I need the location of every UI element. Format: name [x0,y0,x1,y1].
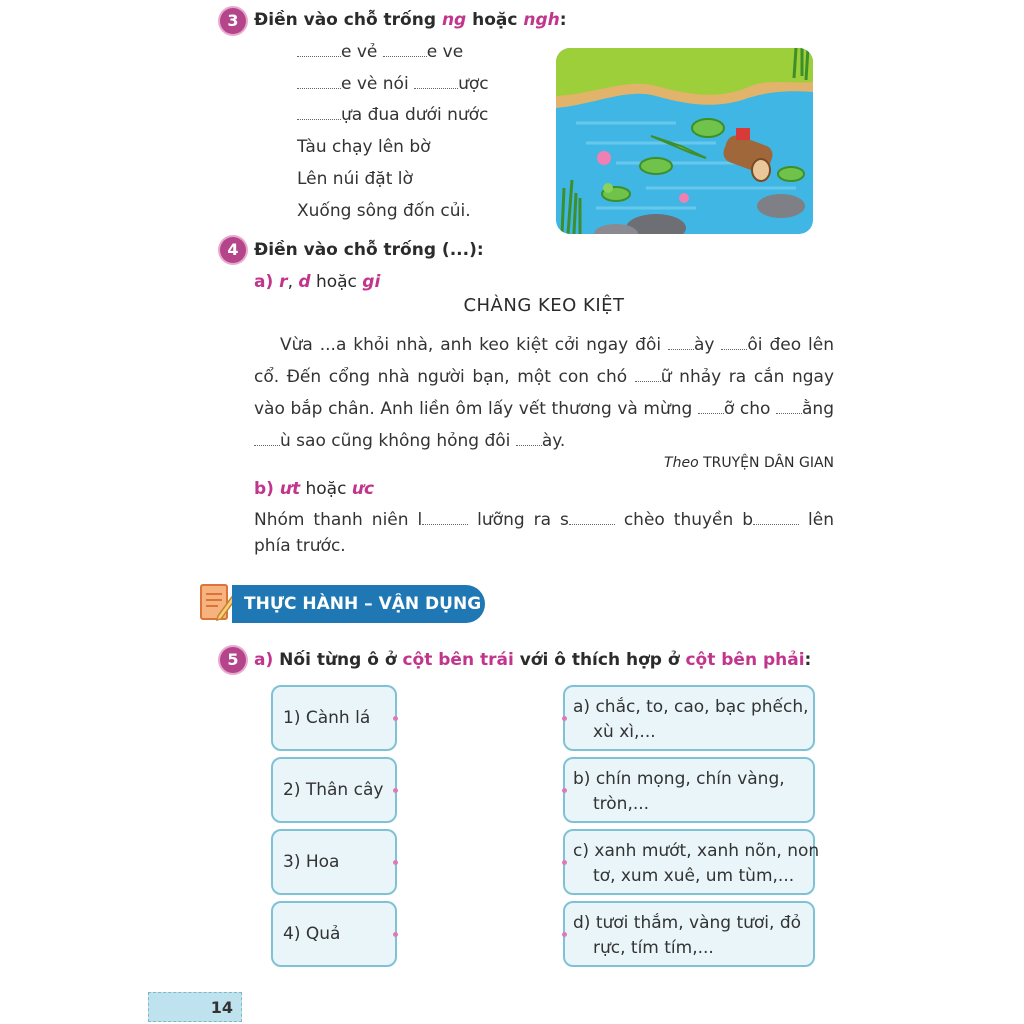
line-text: e ve [426,42,464,62]
story-title: CHÀNG KEO KIỆT [463,295,625,316]
colon: : [804,650,812,670]
blank[interactable] [516,433,542,446]
para-text: Vừa ...a khỏi nhà, anh keo kiệt cởi ngay đôi [280,335,668,355]
exercise-3-title [254,10,567,30]
connector-text: hoặc [466,10,524,30]
b-text: lưỡng ra s [468,510,569,530]
lotus-bud-icon [679,193,689,203]
connector-text: hoặc [300,479,352,499]
part-b: b) [254,479,280,499]
rock-icon [757,194,805,218]
line-text: e vẻ [341,42,383,62]
blank[interactable] [698,401,724,414]
lily-pad [692,119,724,137]
right-box-b[interactable] [563,757,815,823]
blank[interactable] [721,337,747,350]
connector-text: hoặc [310,272,363,292]
blank[interactable] [383,44,427,57]
lotus-flower-icon [597,151,611,165]
right-box-line: xù xì,... [593,722,656,742]
b-text: Nhóm thanh niên l [254,510,423,530]
ex4-part-a-label [254,272,380,292]
ex3-line-3 [297,105,488,125]
right-box-a[interactable] [563,685,815,751]
connector-dot[interactable] [562,860,567,865]
line-text: ược [458,74,489,94]
b-text: chèo thuyền b [614,510,754,530]
right-box-line: rực, tím tím,... [593,938,714,958]
para-text: ỡ cho [723,399,777,419]
blank[interactable] [668,337,694,350]
right-box-line: c) xanh mướt, xanh nõn, non [573,841,820,861]
option-uc: ưc [351,479,375,499]
connector-dot[interactable] [393,860,398,865]
connector-dot[interactable] [393,716,398,721]
connector-dot[interactable] [562,932,567,937]
exercise-5-badge: 5 [220,647,246,673]
title-text: Nối từng ô ở [279,650,403,670]
line-text: ựa đua dưới nước [341,105,489,125]
connector-dot[interactable] [562,788,567,793]
ex4-b-sentence-line2: phía trước. [254,536,346,556]
blank[interactable] [414,76,458,89]
practice-banner: THỰC HÀNH – VẬN DỤNG [232,585,485,623]
blank[interactable] [297,76,341,89]
para-text: ằng [802,399,834,419]
lily-pad [778,167,804,181]
right-box-line: tơ, xum xuê, um tùm,... [593,866,795,886]
blank[interactable] [569,512,615,525]
blank[interactable] [753,512,799,525]
left-column-ref: cột bên trái [402,650,514,670]
connector-dot[interactable] [562,716,567,721]
pond-illustration [556,48,813,234]
story-source [254,455,834,471]
blank[interactable] [422,512,468,525]
line-text: e vè nói [341,74,415,94]
para-text: ôi đeo lên cổ. Đến cổng nhà người bạn, một con chó [254,335,834,387]
option-ut: ưt [279,479,301,499]
ex3-line-2 [297,74,489,94]
para-text: ày [694,335,722,355]
right-box-line: tròn,... [593,794,650,814]
right-column-ref: cột bên phải [685,650,805,670]
page-number-box [148,992,242,1022]
blank[interactable] [297,44,341,57]
left-box-label: 1) Cành lá [283,708,371,728]
para-text: ù sao cũng không hỏng đôi [280,431,516,451]
left-box-label: 4) Quả [283,924,341,944]
source-theo: Theo [664,455,699,471]
blank[interactable] [776,401,802,414]
option-d: d [298,272,311,292]
exercise-3-badge: 3 [220,8,246,34]
ex3-line-6: Xuống sông đốn củi. [297,201,471,221]
left-box-3[interactable] [271,829,397,895]
ex4-part-b-label [254,479,374,499]
exercise-4-title: Điền vào chỗ trống (...): [254,240,484,260]
separator: , [287,272,299,292]
source-text: TRUYỆN DÂN GIAN [698,455,834,471]
colon: : [559,10,567,30]
para-text: ày. [541,431,566,451]
option-gi: gi [362,272,381,292]
right-box-c[interactable] [563,829,820,895]
option-ngh: ngh [523,10,560,30]
connector-dot[interactable] [393,788,398,793]
left-box-4[interactable] [271,901,397,967]
exercise-4-badge: 4 [220,237,246,263]
connector-dot[interactable] [393,932,398,937]
right-box-line: a) chắc, to, cao, bạc phếch, [573,697,809,717]
story-paragraph [254,329,834,457]
page-number: 14 [210,998,233,1017]
part-a: a) [254,650,280,670]
part-a: a) [254,272,280,292]
lily-pad [640,158,672,174]
exercise-3-title-text: Điền vào chỗ trống [254,10,442,30]
blank[interactable] [635,369,661,382]
para-text: ữ nhảy ra cắn ngay vào bắp chân. Anh liền ôm lấy vết thương và mừng [254,367,835,419]
blank[interactable] [254,433,280,446]
option-r: r [279,272,288,292]
ex3-line-5: Lên núi đặt lờ [297,169,413,189]
right-box-line: b) chín mọng, chín vàng, [573,769,785,789]
left-box-label: 3) Hoa [283,852,340,872]
blank[interactable] [297,107,341,120]
ex3-line-1 [297,42,463,62]
b-text: lên [799,510,834,530]
left-box-1[interactable] [271,685,397,751]
right-box-d[interactable] [563,901,815,967]
ex3-line-4: Tàu chạy lên bờ [297,137,431,157]
exercise-5-title [254,650,811,670]
title-text: với ô thích hợp ở [513,650,686,670]
left-box-label: 2) Thân cây [283,780,384,800]
option-ng: ng [441,10,467,30]
red-object [736,128,750,140]
right-box-line: d) tươi thắm, vàng tươi, đỏ [573,913,802,933]
left-box-2[interactable] [271,757,397,823]
